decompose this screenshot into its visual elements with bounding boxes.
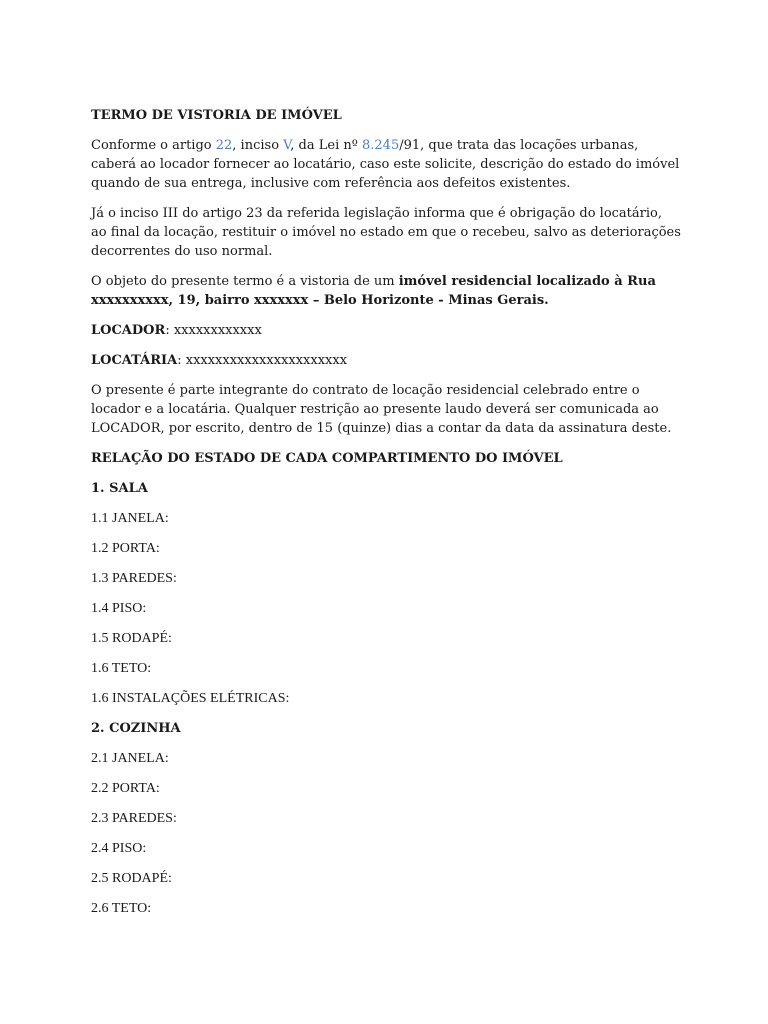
list-item: 1.6 TETO: xyxy=(91,661,152,676)
paragraph-inciso-iii: Já o inciso III do artigo 23 da referida legislação informa que é obrigação do locatário, ao final da locação, restituir o imóvel no estado em que o recebeu, salvo as deteriorações decorrentes do uso normal. xyxy=(91,206,681,259)
p3-text: O objeto do presente termo é a vistoria de um xyxy=(91,274,399,289)
link-artigo-22[interactable]: 22 xyxy=(215,138,233,153)
locataria-line xyxy=(91,351,681,370)
paragraph-objeto xyxy=(91,272,681,310)
p3-address: imóvel residencial localizado à Rua xxxxxxxxxx, 19, bairro xxxxxxx – Belo Horizonte - Minas Gerais. xyxy=(91,274,656,308)
p1-text-a: Conforme o artigo xyxy=(91,138,216,153)
list-item: 2.1 JANELA: xyxy=(91,751,169,766)
document-page xyxy=(91,106,681,929)
locador-line xyxy=(91,321,681,340)
list-item: 2.6 TETO: xyxy=(91,901,152,916)
list-item: 2.3 PAREDES: xyxy=(91,811,177,826)
list-item: 1.4 PISO: xyxy=(91,601,147,616)
section-heading-sala: 1. SALA xyxy=(91,481,148,496)
locataria-label: LOCATÁRIA xyxy=(91,353,178,368)
section-heading-cozinha: 2. COZINHA xyxy=(91,721,181,736)
list-item: 2.5 RODAPÉ: xyxy=(91,871,172,886)
relacao-heading: RELAÇÃO DO ESTADO DE CADA COMPARTIMENTO DO IMÓVEL xyxy=(91,451,563,466)
list-item: 1.6 INSTALAÇÕES ELÉTRICAS: xyxy=(91,691,290,706)
list-item: 2.2 PORTA: xyxy=(91,781,160,796)
locador-label: LOCADOR xyxy=(91,323,166,338)
list-item: 2.4 PISO: xyxy=(91,841,147,856)
p1-text-b: , inciso xyxy=(232,138,284,153)
locataria-value: : xxxxxxxxxxxxxxxxxxxxxx xyxy=(177,353,348,368)
list-item: 1.5 RODAPÉ: xyxy=(91,631,172,646)
paragraph-lei xyxy=(91,136,681,193)
list-item: 1.3 PAREDES: xyxy=(91,571,177,586)
list-item: 1.1 JANELA: xyxy=(91,511,169,526)
p1-text-d: /91, que trata das locações urbanas, caberá ao locador fornecer ao locatário, caso este solicite, descrição do estado do imóvel quando de sua entrega, inclusive com referência aos defeitos existentes. xyxy=(91,138,680,191)
locador-value: : xxxxxxxxxxxx xyxy=(165,323,262,338)
link-lei-8245[interactable]: 8.245 xyxy=(362,138,400,153)
p1-text-c: , da Lei nº xyxy=(290,138,362,153)
paragraph-contrato: O presente é parte integrante do contrato de locação residencial celebrado entre o locador e a locatária. Qualquer restrição ao presente laudo deverá ser comunicada ao LOCADOR, por escrito, dentro de 15 (quinze) dias a contar da data da assinatura deste. xyxy=(91,383,672,436)
document-title: TERMO DE VISTORIA DE IMÓVEL xyxy=(91,108,342,123)
list-item: 1.2 PORTA: xyxy=(91,541,160,556)
link-inciso-v[interactable]: V xyxy=(283,138,291,153)
